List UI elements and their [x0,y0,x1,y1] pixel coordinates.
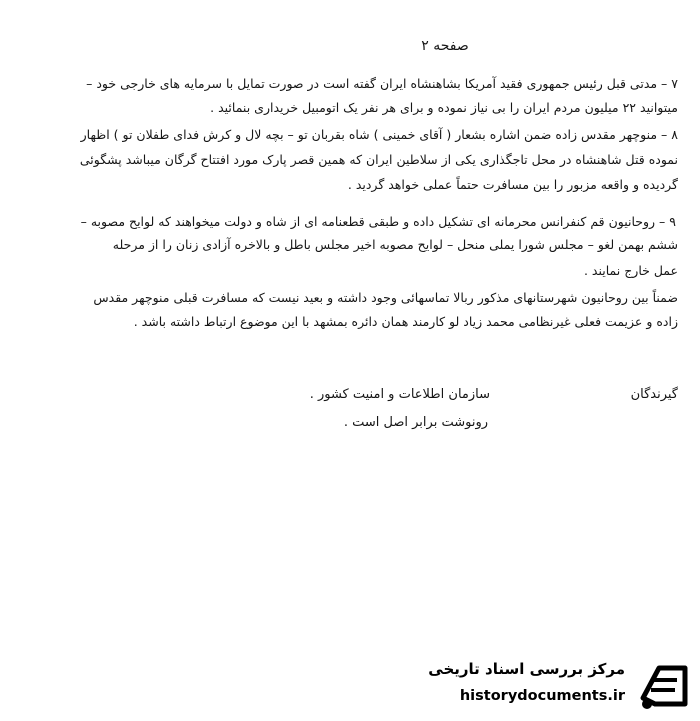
page-number: صفحه ۲ [421,38,469,54]
item-7-line-2: میتوانید ۲۲ میلیون مردم ایران را بی نیاز نموده و برای هر نفر یک اتومبیل خریداری بنمائید . [210,100,678,115]
recipients-value: سازمان اطلاعات و امنیت کشور . [309,387,490,402]
watermark-title: مرکز بررسی اسناد تاریخی [428,660,625,678]
item-8-line-3: گردیده و واقعه مزبور را بین مسافرت حتماً عملی خواهد گردید . [347,177,678,192]
copy-certification: رونوشت برابر اصل است . [343,415,488,430]
watermark-url: historydocuments.ir [459,688,625,704]
watermark-logo [415,652,695,716]
note-line-1: ضمناً بین روحانیون شهرستانهای مذکور ربالا تماسهائی وجود داشته و بعید نیست که مسافرت قبلی منوچهر مقدس [93,290,678,305]
item-8-line-2: نموده قتل شاهنشاه در محل تاجگذاری یکی از سلاطین ایران که همین قصر پارک مورد افتتاح گرگان میباشد پشگوئی [79,152,678,167]
document-center-logo-icon [635,658,691,714]
recipients-label: گیرندگان [630,387,678,402]
item-8-line-1: ۸ – منوچهر مقدس زاده ضمن اشاره بشعار ( آقای خمینی ) شاه بقربان تو – بچه لال و کرش فدای طفلان تو ) اظهار [80,127,678,142]
item-9-line-3: عمل خارج نمایند . [583,263,678,278]
item-9-line-2: ششم بهمن لغو – مجلس شورا یملی منحل – لوایح مصوبه اخیر مجلس باطل و بالاخره آزادی زنان را از مرحله [112,237,678,252]
note-line-2: زاده و عزیمت فعلی غیرنظامی محمد زیاد لو کارمند همان دائره بمشهد با این موضوع ارتباط داشته باشد . [133,314,678,329]
item-9-line-1: ۹ – روحانیون قم کنفرانس محرمانه ای تشکیل داده و طبقی قطعنامه ای از شاه و دولت میخواهند که لوایح مصوبه – [80,214,676,229]
item-7-line-1: ۷ – مدتی قبل رئیس جمهوری فقید آمریکا بشاهنشاه ایران گفته است در صورت تمایل با سرمایه های خارجی خود – [86,76,678,91]
